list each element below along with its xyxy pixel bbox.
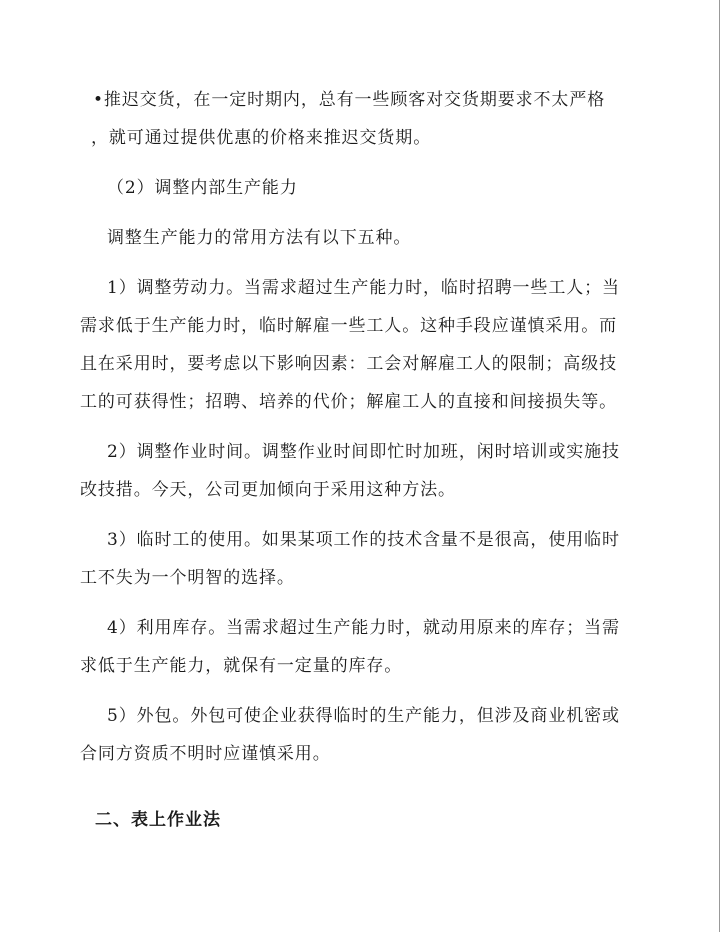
paragraph-method-3 (80, 530, 643, 588)
text-line: 调整生产能力的常用方法有以下五种。 (107, 228, 412, 248)
text-line: 5）外包。外包可使企业获得临时的生产能力，但涉及商业机密或 (107, 706, 620, 726)
text-line: 求低于生产能力，就保有一定量的库存。 (80, 656, 403, 676)
subheading: （2）调整内部生产能力 (107, 178, 298, 198)
section-heading: 二、表上作业法 (95, 810, 221, 830)
text-line: 2）调整作业时间。调整作业时间即忙时加班，闲时培训或实施技 (107, 442, 620, 462)
text-line: ，就可通过提供优惠的价格来推迟交货期。 (91, 128, 432, 148)
text-line: 3）临时工的使用。如果某项工作的技术含量不是很高，使用临时 (107, 530, 620, 550)
subheading-internal-capacity (93, 178, 643, 198)
text-line: 且在采用时，要考虑以下影响因素：工会对解雇工人的限制；高级技 (80, 354, 617, 374)
text-line: 需求低于生产能力时，临时解雇一些工人。这种手段应谨慎采用。而 (80, 316, 617, 336)
text-line: 合同方资质不明时应谨慎采用。 (80, 744, 331, 764)
document-body (80, 90, 643, 830)
text-line: •推迟交货，在一定时期内，总有一些顾客对交货期要求不太严格 (93, 90, 606, 110)
text-line: 1）调整劳动力。当需求超过生产能力时，临时招聘一些工人；当 (107, 278, 620, 298)
paragraph-method-2 (80, 442, 643, 500)
paragraph-five-methods (93, 228, 643, 248)
paragraph-method-5 (80, 706, 643, 764)
paragraph-method-4 (80, 618, 643, 676)
text-line: 改技措。今天，公司更加倾向于采用这种方法。 (80, 480, 456, 500)
paragraph-method-1 (80, 278, 643, 412)
text-line: 工不失为一个明智的选择。 (80, 568, 295, 588)
text-line: 工的可获得性；招聘、培养的代价；解雇工人的直接和间接损失等。 (80, 392, 617, 412)
text-line: 4）利用库存。当需求超过生产能力时，就动用原来的库存；当需 (107, 618, 620, 638)
paragraph-delay-delivery (93, 90, 643, 148)
